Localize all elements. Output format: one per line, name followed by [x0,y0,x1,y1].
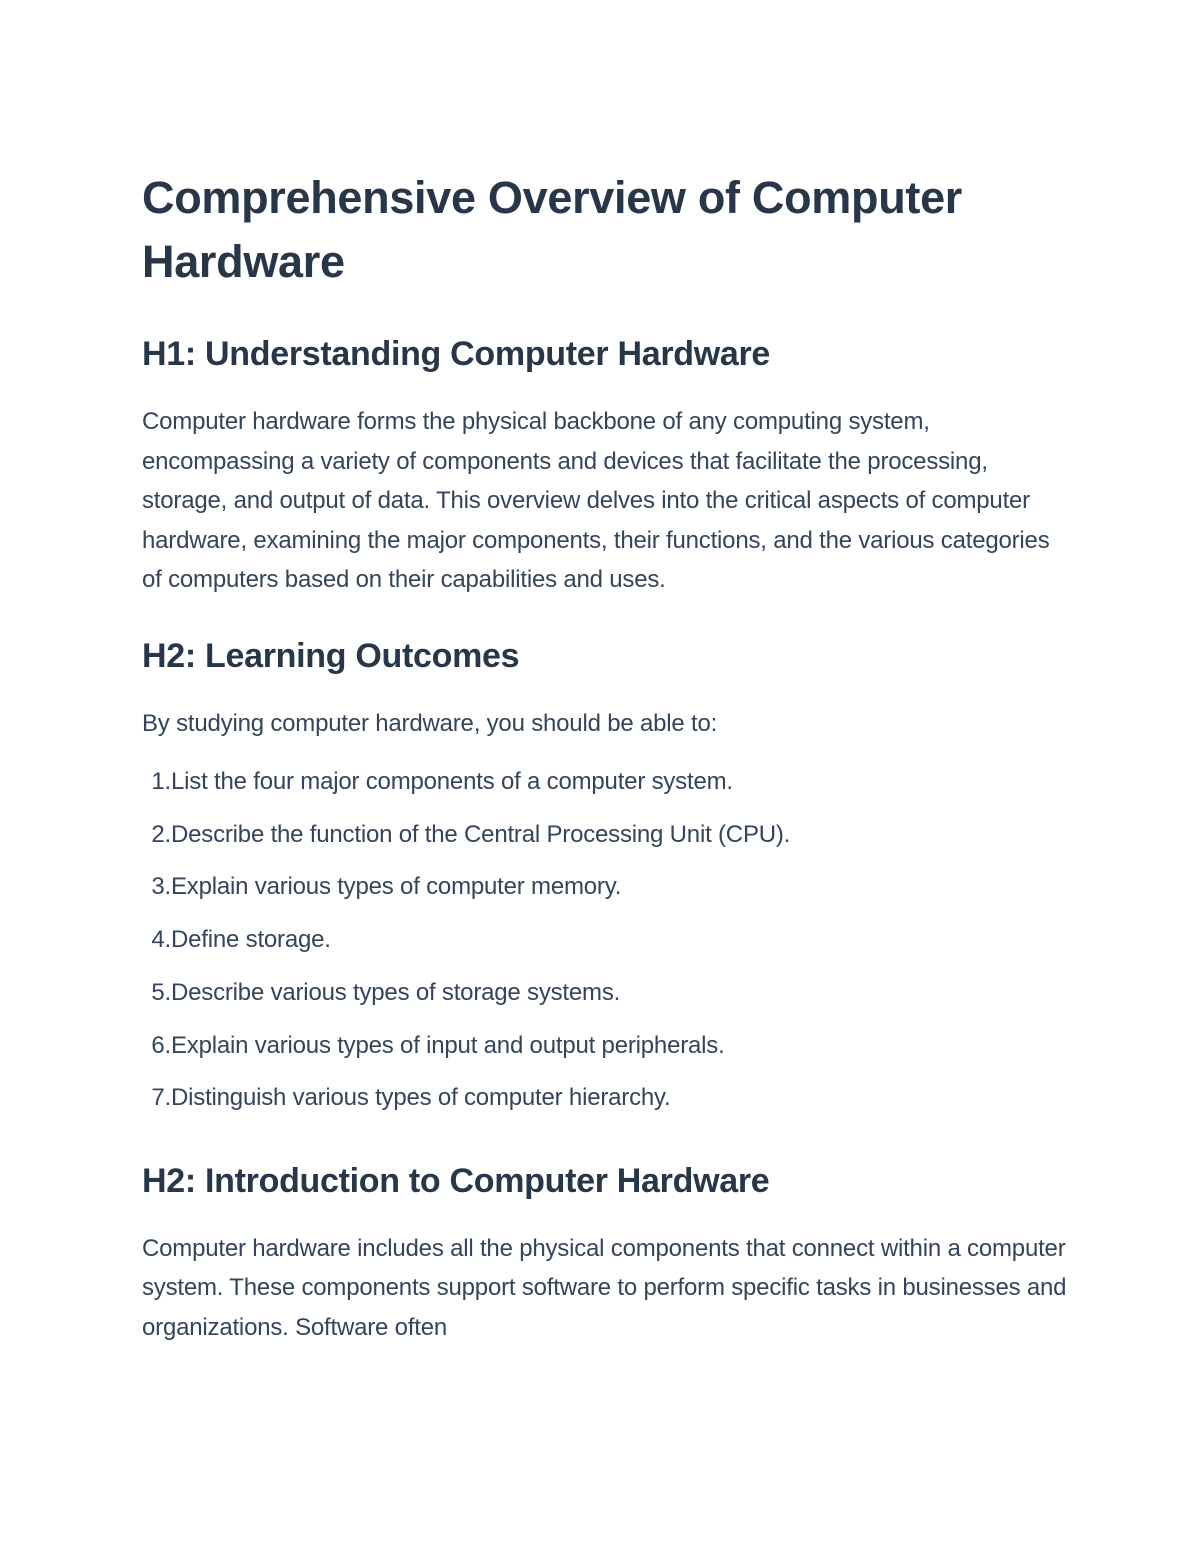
list-item-text: Explain various types of input and output peripherals. [171,1031,725,1059]
section-paragraph: Computer hardware includes all the physical components that connect within a computer system. These components support software to perform specific tasks in businesses and organizations. Software often [142,1234,1067,1341]
document-page [142,166,1072,1347]
section-paragraph: Computer hardware forms the physical backbone of any computing system, encompassing a variety of components and devices that facilitate the processing, storage, and output of data. This overview delves into the critical aspects of computer hardware, examining the major components, their functions, and the various categories of computers based on their capabilities and uses. [142,408,1050,593]
outcomes-intro: By studying computer hardware, you should be able to: [142,709,718,737]
section-heading: H2: Introduction to Computer Hardware [142,1161,770,1200]
section-heading: H2: Learning Outcomes [142,636,520,675]
list-item [142,756,1072,809]
section-introduction-hardware [142,1159,1072,1348]
list-item-number: 1. [151,768,171,795]
section-understanding-hardware [142,332,1072,600]
list-item-text: Explain various types of computer memory. [171,873,622,901]
outcomes-list [142,756,1072,1125]
list-item [142,967,1072,1020]
list-item-number: 2. [151,820,171,848]
list-item-number: 4. [151,926,171,954]
list-item-text: Describe the function of the Central Processing Unit (CPU). [171,820,791,848]
list-item [142,809,1072,862]
list-item-text: Distinguish various types of computer hierarchy. [171,1084,671,1112]
list-item [142,1072,1072,1125]
list-item [142,914,1072,967]
list-item [142,861,1072,914]
list-item-number: 7. [151,1084,171,1112]
list-item-text: Describe various types of storage systems. [171,978,621,1006]
list-item [142,1020,1072,1073]
section-learning-outcomes [142,634,1072,1125]
list-item-text: List the four major components of a computer system. [171,768,733,795]
list-item-text: Define storage. [171,926,331,954]
list-item-number: 5. [151,978,171,1006]
section-heading: H1: Understanding Computer Hardware [142,335,771,373]
list-item-number: 3. [151,873,171,901]
document-title: Comprehensive Overview of Computer Hardware [142,172,963,287]
list-item-number: 6. [151,1031,171,1059]
